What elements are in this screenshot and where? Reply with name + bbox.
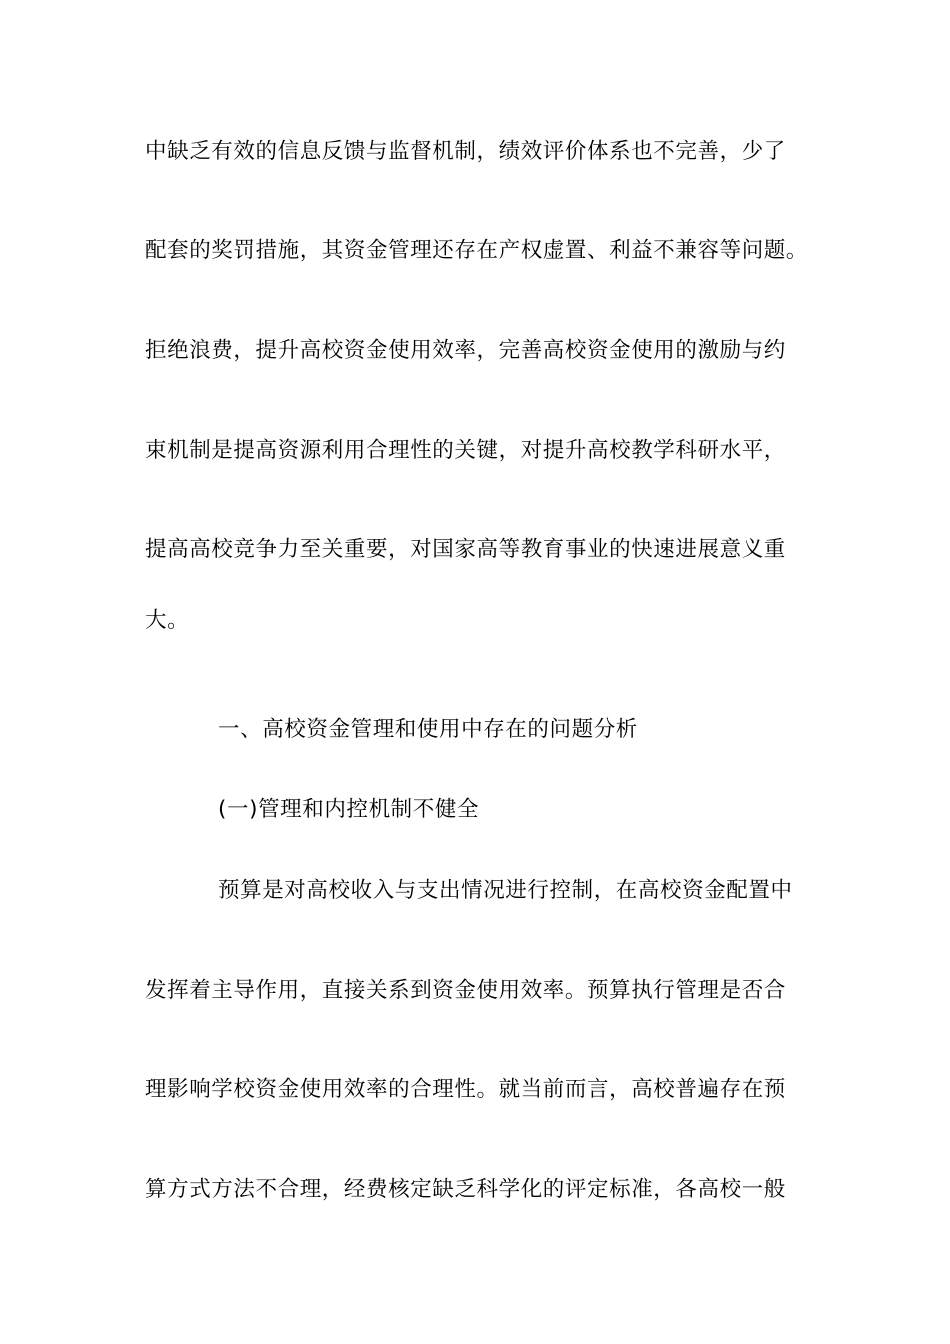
body-text-line: 发挥着主导作用，直接关系到资金使用效率。预算执行管理是否合 [145,978,786,1003]
subsection-heading: (一)管理和内控机制不健全 [218,797,480,822]
body-text-line: 配套的奖罚措施，其资金管理还存在产权虚置、利益不兼容等问题。 [145,238,809,263]
section-heading: 一、高校资金管理和使用中存在的问题分析 [218,717,638,742]
body-text-line: 拒绝浪费，提升高校资金使用效率，完善高校资金使用的激励与约 [145,338,786,363]
body-text-line: 理影响学校资金使用效率的合理性。就当前而言，高校普遍存在预 [145,1077,786,1102]
paragraph-first-line: 预算是对高校收入与支出情况进行控制，在高校资金配置中 [218,878,793,903]
body-text-line: 束机制是提高资源利用合理性的关键，对提升高校教学科研水平， [145,438,786,463]
body-text-line: 大。 [145,608,190,633]
body-text-line: 中缺乏有效的信息反馈与监督机制，绩效评价体系也不完善，少了 [145,139,786,164]
body-text-line: 算方式方法不合理，经费核定缺乏科学化的评定标准，各高校一般 [145,1177,786,1202]
body-text-line: 提高高校竞争力至关重要，对国家高等教育事业的快速进展意义重 [145,537,786,562]
